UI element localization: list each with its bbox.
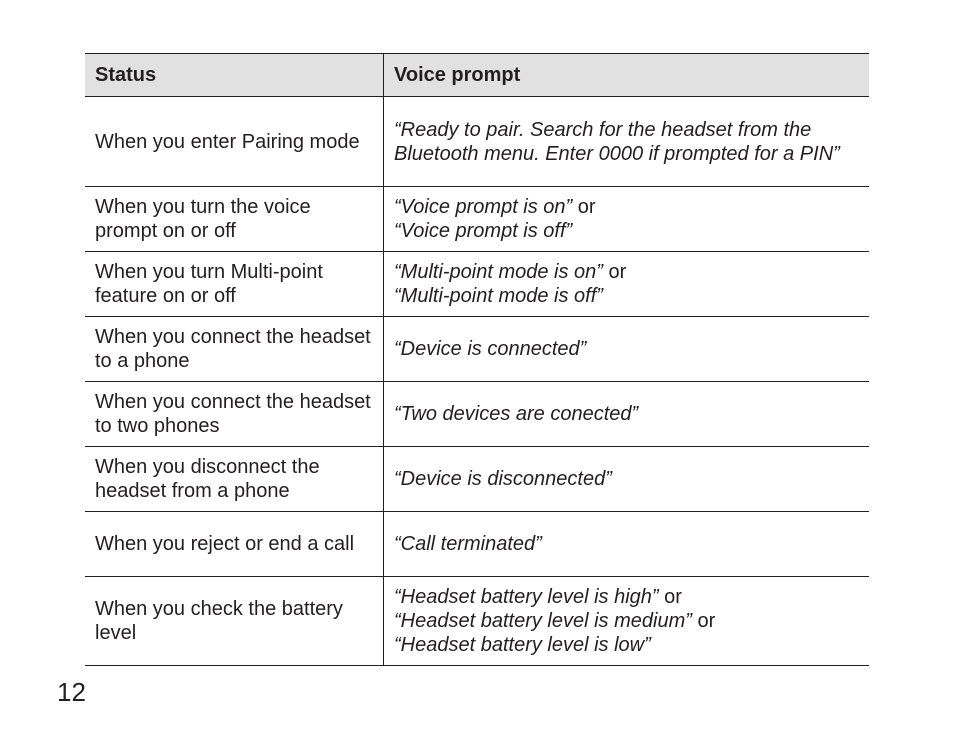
- prompt-line: [394, 467, 859, 491]
- prompt-quote: “Multi-point mode is on”: [394, 261, 603, 283]
- voice-prompt-cell: [384, 187, 870, 252]
- status-cell: When you turn the voice prompt on or off: [85, 187, 384, 252]
- prompt-line: [394, 585, 859, 609]
- prompt-quote: “Multi-point mode is off”: [394, 285, 603, 307]
- prompt-quote: “Device is disconnected”: [394, 468, 612, 490]
- table-row: [85, 187, 869, 252]
- prompt-connector: or: [572, 196, 596, 218]
- status-cell: When you check the battery level: [85, 577, 384, 666]
- prompt-line: [394, 633, 859, 657]
- prompt-quote: “Voice prompt is off”: [394, 220, 573, 242]
- header-row: [85, 54, 869, 97]
- prompt-quote: “Call terminated”: [394, 533, 542, 555]
- status-cell: When you disconnect the headset from a phone: [85, 447, 384, 512]
- prompt-line: [394, 609, 859, 633]
- prompt-quote: “Headset battery level is medium”: [394, 610, 692, 632]
- voice-prompt-cell: [384, 512, 870, 577]
- status-cell: When you connect the headset to two phones: [85, 382, 384, 447]
- prompt-quote: “Headset battery level is high”: [394, 586, 659, 608]
- prompt-connector: or: [658, 586, 682, 608]
- voice-prompt-cell: [384, 577, 870, 666]
- table-body: [85, 97, 869, 666]
- prompt-line: [394, 532, 859, 556]
- status-cell: When you reject or end a call: [85, 512, 384, 577]
- voice-prompt-cell: [384, 382, 870, 447]
- table-row: [85, 382, 869, 447]
- prompt-connector: or: [691, 610, 716, 632]
- status-cell: When you enter Pairing mode: [85, 97, 384, 187]
- table-row: [85, 97, 869, 187]
- table-row: [85, 447, 869, 512]
- voice-prompt-table: [85, 53, 869, 666]
- prompt-line: [394, 260, 859, 284]
- prompt-line: [394, 195, 859, 219]
- table-row: [85, 512, 869, 577]
- prompt-quote: “Voice prompt is on”: [394, 196, 573, 218]
- voice-prompt-cell: [384, 447, 870, 512]
- status-cell: When you connect the headset to a phone: [85, 317, 384, 382]
- prompt-connector: or: [602, 261, 627, 283]
- prompt-quote: “Two devices are conected”: [394, 403, 639, 425]
- voice-prompt-cell: [384, 97, 870, 187]
- table-row: [85, 577, 869, 666]
- page-number: 12: [57, 677, 86, 707]
- prompt-line: [394, 284, 859, 308]
- prompt-line: [394, 337, 859, 361]
- prompt-line: [394, 219, 859, 243]
- prompt-quote: “Headset battery level is low”: [394, 634, 651, 656]
- voice-prompt-cell: [384, 317, 870, 382]
- table-row: [85, 317, 869, 382]
- table-header: [85, 54, 869, 97]
- header-voice-prompt: Voice prompt: [384, 54, 870, 97]
- voice-prompt-cell: [384, 252, 870, 317]
- table-row: [85, 252, 869, 317]
- prompt-quote: “Device is connected”: [394, 338, 587, 360]
- prompt-line: [394, 118, 859, 166]
- prompt-line: [394, 402, 859, 426]
- prompt-quote: “Ready to pair. Search for the headset from the Bluetooth menu. Enter 0000 if prompted for a PIN”: [394, 118, 840, 165]
- header-status: Status: [85, 54, 384, 97]
- status-cell: When you turn Multi-point feature on or off: [85, 252, 384, 317]
